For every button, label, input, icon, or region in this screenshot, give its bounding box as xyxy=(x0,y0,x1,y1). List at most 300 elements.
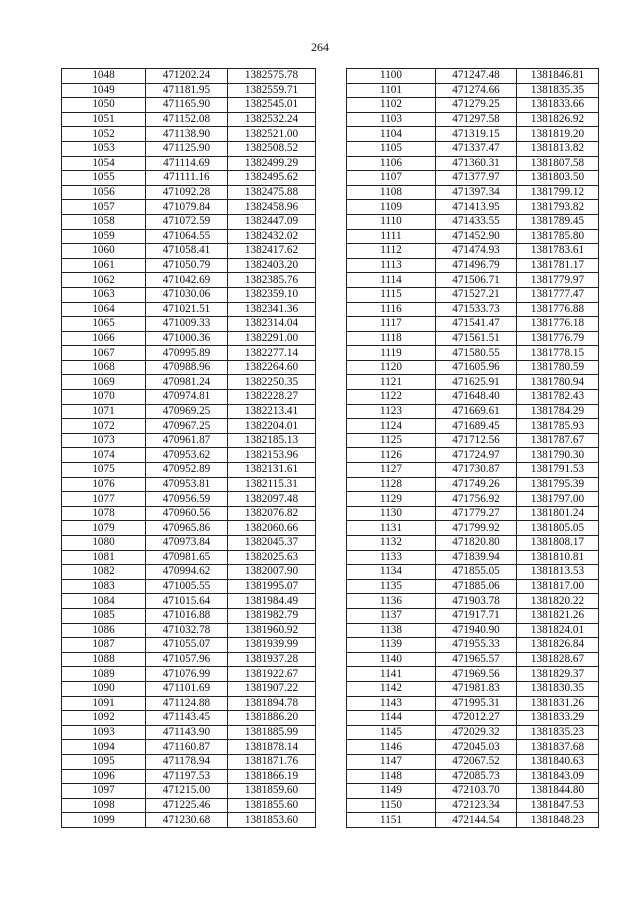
y-coordinate-cell: 1381824.01 xyxy=(517,623,599,638)
point-number-cell: 1114 xyxy=(347,273,436,288)
x-coordinate-cell: 471030.06 xyxy=(146,287,228,302)
point-number-cell: 1112 xyxy=(347,244,436,259)
point-number-cell: 1082 xyxy=(62,565,146,580)
point-number-cell: 1072 xyxy=(62,419,146,434)
point-number-cell: 1143 xyxy=(347,696,436,711)
y-coordinate-cell: 1381835.35 xyxy=(517,83,599,98)
y-coordinate-cell: 1381831.26 xyxy=(517,696,599,711)
table-row xyxy=(347,419,599,434)
y-coordinate-cell: 1381835.23 xyxy=(517,725,599,740)
table-row xyxy=(347,477,599,492)
x-coordinate-cell: 471452.90 xyxy=(436,229,517,244)
table-row xyxy=(62,244,316,259)
point-number-cell: 1129 xyxy=(347,492,436,507)
y-coordinate-cell: 1382403.20 xyxy=(228,258,316,273)
x-coordinate-cell: 470974.81 xyxy=(146,390,228,405)
y-coordinate-cell: 1381821.26 xyxy=(517,608,599,623)
x-coordinate-cell: 471058.41 xyxy=(146,244,228,259)
y-coordinate-cell: 1381805.05 xyxy=(517,521,599,536)
x-coordinate-cell: 471152.08 xyxy=(146,112,228,127)
point-number-cell: 1085 xyxy=(62,608,146,623)
x-coordinate-cell: 470960.56 xyxy=(146,506,228,521)
x-coordinate-cell: 471820.80 xyxy=(436,536,517,551)
y-coordinate-cell: 1382131.61 xyxy=(228,463,316,478)
point-number-cell: 1080 xyxy=(62,536,146,551)
table-row xyxy=(347,550,599,565)
x-coordinate-cell: 470994.62 xyxy=(146,565,228,580)
point-number-cell: 1073 xyxy=(62,433,146,448)
y-coordinate-cell: 1381807.58 xyxy=(517,156,599,171)
x-coordinate-cell: 471756.92 xyxy=(436,492,517,507)
y-coordinate-cell: 1381859.60 xyxy=(228,784,316,799)
point-number-cell: 1060 xyxy=(62,244,146,259)
coordinates-table-left xyxy=(61,68,316,828)
y-coordinate-cell: 1381791.53 xyxy=(517,463,599,478)
x-coordinate-cell: 471940.90 xyxy=(436,623,517,638)
table-row xyxy=(347,565,599,580)
point-number-cell: 1142 xyxy=(347,681,436,696)
y-coordinate-cell: 1382447.09 xyxy=(228,214,316,229)
x-coordinate-cell: 471225.46 xyxy=(146,798,228,813)
y-coordinate-cell: 1382575.78 xyxy=(228,69,316,84)
point-number-cell: 1127 xyxy=(347,463,436,478)
y-coordinate-cell: 1381793.82 xyxy=(517,200,599,215)
table-row xyxy=(62,536,316,551)
table-row xyxy=(347,638,599,653)
point-number-cell: 1145 xyxy=(347,725,436,740)
table-row xyxy=(347,273,599,288)
x-coordinate-cell: 471101.69 xyxy=(146,681,228,696)
y-coordinate-cell: 1381777.47 xyxy=(517,287,599,302)
x-coordinate-cell: 471072.59 xyxy=(146,214,228,229)
x-coordinate-cell: 471648.40 xyxy=(436,390,517,405)
y-coordinate-cell: 1381837.68 xyxy=(517,740,599,755)
x-coordinate-cell: 471965.57 xyxy=(436,652,517,667)
table-row xyxy=(347,156,599,171)
point-number-cell: 1050 xyxy=(62,98,146,113)
x-coordinate-cell: 471749.26 xyxy=(436,477,517,492)
table-row xyxy=(62,331,316,346)
point-number-cell: 1103 xyxy=(347,112,436,127)
table-row xyxy=(347,463,599,478)
x-coordinate-cell: 471397.34 xyxy=(436,185,517,200)
point-number-cell: 1133 xyxy=(347,550,436,565)
table-row xyxy=(347,579,599,594)
y-coordinate-cell: 1381776.79 xyxy=(517,331,599,346)
table-row xyxy=(62,317,316,332)
y-coordinate-cell: 1381776.88 xyxy=(517,302,599,317)
x-coordinate-cell: 471955.33 xyxy=(436,638,517,653)
point-number-cell: 1139 xyxy=(347,638,436,653)
x-coordinate-cell: 471197.53 xyxy=(146,769,228,784)
table-row xyxy=(347,127,599,142)
point-number-cell: 1124 xyxy=(347,419,436,434)
point-number-cell: 1063 xyxy=(62,287,146,302)
x-coordinate-cell: 471561.51 xyxy=(436,331,517,346)
point-number-cell: 1091 xyxy=(62,696,146,711)
y-coordinate-cell: 1382153.96 xyxy=(228,448,316,463)
x-coordinate-cell: 471181.95 xyxy=(146,83,228,98)
y-coordinate-cell: 1382277.14 xyxy=(228,346,316,361)
point-number-cell: 1096 xyxy=(62,769,146,784)
x-coordinate-cell: 471230.68 xyxy=(146,813,228,828)
table-row xyxy=(347,725,599,740)
x-coordinate-cell: 472144.54 xyxy=(436,813,517,828)
x-coordinate-cell: 471202.24 xyxy=(146,69,228,84)
y-coordinate-cell: 1381995.07 xyxy=(228,579,316,594)
table-row xyxy=(62,419,316,434)
point-number-cell: 1056 xyxy=(62,185,146,200)
y-coordinate-cell: 1382475.88 xyxy=(228,185,316,200)
x-coordinate-cell: 471297.58 xyxy=(436,112,517,127)
point-number-cell: 1122 xyxy=(347,390,436,405)
table-row xyxy=(347,112,599,127)
table-row xyxy=(347,229,599,244)
point-number-cell: 1100 xyxy=(347,69,436,84)
table-row xyxy=(62,390,316,405)
table-row xyxy=(62,681,316,696)
point-number-cell: 1079 xyxy=(62,521,146,536)
y-coordinate-cell: 1382532.24 xyxy=(228,112,316,127)
table-row xyxy=(62,740,316,755)
table-row xyxy=(62,652,316,667)
table-row xyxy=(347,623,599,638)
point-number-cell: 1052 xyxy=(62,127,146,142)
point-number-cell: 1108 xyxy=(347,185,436,200)
point-number-cell: 1088 xyxy=(62,652,146,667)
point-number-cell: 1071 xyxy=(62,404,146,419)
y-coordinate-cell: 1381810.81 xyxy=(517,550,599,565)
table-row xyxy=(347,360,599,375)
y-coordinate-cell: 1381886.20 xyxy=(228,711,316,726)
table-row xyxy=(347,83,599,98)
x-coordinate-cell: 471042.69 xyxy=(146,273,228,288)
y-coordinate-cell: 1382060.66 xyxy=(228,521,316,536)
table-row xyxy=(347,287,599,302)
y-coordinate-cell: 1381780.94 xyxy=(517,375,599,390)
x-coordinate-cell: 471143.90 xyxy=(146,725,228,740)
y-coordinate-cell: 1382213.41 xyxy=(228,404,316,419)
point-number-cell: 1144 xyxy=(347,711,436,726)
table-row xyxy=(62,127,316,142)
table-row xyxy=(347,784,599,799)
x-coordinate-cell: 471779.27 xyxy=(436,506,517,521)
table-row xyxy=(347,769,599,784)
x-coordinate-cell: 471005.55 xyxy=(146,579,228,594)
table-row xyxy=(347,448,599,463)
table-row xyxy=(62,200,316,215)
x-coordinate-cell: 471360.31 xyxy=(436,156,517,171)
point-number-cell: 1069 xyxy=(62,375,146,390)
table-row xyxy=(347,711,599,726)
table-row xyxy=(62,696,316,711)
y-coordinate-cell: 1381776.18 xyxy=(517,317,599,332)
x-coordinate-cell: 471533.73 xyxy=(436,302,517,317)
table-row xyxy=(347,433,599,448)
point-number-cell: 1137 xyxy=(347,608,436,623)
y-coordinate-cell: 1382341.36 xyxy=(228,302,316,317)
x-coordinate-cell: 470969.25 xyxy=(146,404,228,419)
point-number-cell: 1059 xyxy=(62,229,146,244)
y-coordinate-cell: 1382458.96 xyxy=(228,200,316,215)
point-number-cell: 1074 xyxy=(62,448,146,463)
x-coordinate-cell: 471050.79 xyxy=(146,258,228,273)
table-row xyxy=(347,652,599,667)
y-coordinate-cell: 1381784.29 xyxy=(517,404,599,419)
y-coordinate-cell: 1381840.63 xyxy=(517,754,599,769)
x-coordinate-cell: 472012.27 xyxy=(436,711,517,726)
x-coordinate-cell: 472123.34 xyxy=(436,798,517,813)
x-coordinate-cell: 471580.55 xyxy=(436,346,517,361)
x-coordinate-cell: 470956.59 xyxy=(146,492,228,507)
table-row xyxy=(347,302,599,317)
point-number-cell: 1054 xyxy=(62,156,146,171)
point-number-cell: 1078 xyxy=(62,506,146,521)
table-row xyxy=(62,141,316,156)
y-coordinate-cell: 1382508.52 xyxy=(228,141,316,156)
point-number-cell: 1067 xyxy=(62,346,146,361)
table-row xyxy=(62,83,316,98)
point-number-cell: 1084 xyxy=(62,594,146,609)
table-row xyxy=(62,813,316,828)
y-coordinate-cell: 1382545.01 xyxy=(228,98,316,113)
table-row xyxy=(62,667,316,682)
table-row xyxy=(62,185,316,200)
point-number-cell: 1147 xyxy=(347,754,436,769)
point-number-cell: 1061 xyxy=(62,258,146,273)
table-row xyxy=(62,69,316,84)
y-coordinate-cell: 1382097.48 xyxy=(228,492,316,507)
y-coordinate-cell: 1381817.00 xyxy=(517,579,599,594)
point-number-cell: 1048 xyxy=(62,69,146,84)
table-row xyxy=(347,141,599,156)
x-coordinate-cell: 470961.87 xyxy=(146,433,228,448)
y-coordinate-cell: 1381871.76 xyxy=(228,754,316,769)
point-number-cell: 1102 xyxy=(347,98,436,113)
table-row xyxy=(347,69,599,84)
point-number-cell: 1118 xyxy=(347,331,436,346)
point-number-cell: 1049 xyxy=(62,83,146,98)
table-row xyxy=(62,360,316,375)
x-coordinate-cell: 472045.03 xyxy=(436,740,517,755)
x-coordinate-cell: 471377.97 xyxy=(436,171,517,186)
y-coordinate-cell: 1382076.82 xyxy=(228,506,316,521)
y-coordinate-cell: 1381819.20 xyxy=(517,127,599,142)
x-coordinate-cell: 471730.87 xyxy=(436,463,517,478)
point-number-cell: 1130 xyxy=(347,506,436,521)
y-coordinate-cell: 1382385.76 xyxy=(228,273,316,288)
point-number-cell: 1070 xyxy=(62,390,146,405)
point-number-cell: 1062 xyxy=(62,273,146,288)
point-number-cell: 1076 xyxy=(62,477,146,492)
table-row xyxy=(62,433,316,448)
point-number-cell: 1141 xyxy=(347,667,436,682)
y-coordinate-cell: 1381844.80 xyxy=(517,784,599,799)
y-coordinate-cell: 1382417.62 xyxy=(228,244,316,259)
point-number-cell: 1121 xyxy=(347,375,436,390)
y-coordinate-cell: 1381984.49 xyxy=(228,594,316,609)
y-coordinate-cell: 1381785.80 xyxy=(517,229,599,244)
y-coordinate-cell: 1382250.35 xyxy=(228,375,316,390)
y-coordinate-cell: 1381813.53 xyxy=(517,565,599,580)
point-number-cell: 1116 xyxy=(347,302,436,317)
x-coordinate-cell: 470981.24 xyxy=(146,375,228,390)
table-row xyxy=(347,200,599,215)
y-coordinate-cell: 1381779.97 xyxy=(517,273,599,288)
y-coordinate-cell: 1381820.22 xyxy=(517,594,599,609)
table-row xyxy=(347,404,599,419)
table-row xyxy=(62,258,316,273)
x-coordinate-cell: 472029.32 xyxy=(436,725,517,740)
y-coordinate-cell: 1381847.53 xyxy=(517,798,599,813)
x-coordinate-cell: 471319.15 xyxy=(436,127,517,142)
table-row xyxy=(62,229,316,244)
point-number-cell: 1151 xyxy=(347,813,436,828)
x-coordinate-cell: 471337.47 xyxy=(436,141,517,156)
y-coordinate-cell: 1381813.82 xyxy=(517,141,599,156)
y-coordinate-cell: 1381781.17 xyxy=(517,258,599,273)
table-row xyxy=(62,98,316,113)
x-coordinate-cell: 471689.45 xyxy=(436,419,517,434)
y-coordinate-cell: 1381846.81 xyxy=(517,69,599,84)
table-row xyxy=(347,754,599,769)
point-number-cell: 1149 xyxy=(347,784,436,799)
point-number-cell: 1086 xyxy=(62,623,146,638)
x-coordinate-cell: 471015.64 xyxy=(146,594,228,609)
point-number-cell: 1090 xyxy=(62,681,146,696)
x-coordinate-cell: 471032.78 xyxy=(146,623,228,638)
table-row xyxy=(62,156,316,171)
x-coordinate-cell: 471969.56 xyxy=(436,667,517,682)
point-number-cell: 1058 xyxy=(62,214,146,229)
table-row xyxy=(347,696,599,711)
x-coordinate-cell: 471605.96 xyxy=(436,360,517,375)
point-number-cell: 1136 xyxy=(347,594,436,609)
x-coordinate-cell: 470981.65 xyxy=(146,550,228,565)
point-number-cell: 1081 xyxy=(62,550,146,565)
x-coordinate-cell: 471021.51 xyxy=(146,302,228,317)
table-row xyxy=(62,550,316,565)
x-coordinate-cell: 471995.31 xyxy=(436,696,517,711)
point-number-cell: 1138 xyxy=(347,623,436,638)
table-row xyxy=(62,477,316,492)
point-number-cell: 1109 xyxy=(347,200,436,215)
table-row xyxy=(347,317,599,332)
point-number-cell: 1083 xyxy=(62,579,146,594)
y-coordinate-cell: 1381808.17 xyxy=(517,536,599,551)
table-row xyxy=(347,244,599,259)
table-row xyxy=(62,463,316,478)
x-coordinate-cell: 471165.90 xyxy=(146,98,228,113)
table-row xyxy=(62,112,316,127)
point-number-cell: 1132 xyxy=(347,536,436,551)
table-row xyxy=(62,448,316,463)
point-number-cell: 1095 xyxy=(62,754,146,769)
point-number-cell: 1123 xyxy=(347,404,436,419)
x-coordinate-cell: 471506.71 xyxy=(436,273,517,288)
point-number-cell: 1075 xyxy=(62,463,146,478)
x-coordinate-cell: 471274.66 xyxy=(436,83,517,98)
y-coordinate-cell: 1382115.31 xyxy=(228,477,316,492)
point-number-cell: 1093 xyxy=(62,725,146,740)
x-coordinate-cell: 471474.93 xyxy=(436,244,517,259)
table-row xyxy=(62,754,316,769)
point-number-cell: 1110 xyxy=(347,214,436,229)
y-coordinate-cell: 1381828.67 xyxy=(517,652,599,667)
y-coordinate-cell: 1381783.61 xyxy=(517,244,599,259)
table-row xyxy=(62,769,316,784)
y-coordinate-cell: 1381878.14 xyxy=(228,740,316,755)
point-number-cell: 1117 xyxy=(347,317,436,332)
x-coordinate-cell: 471625.91 xyxy=(436,375,517,390)
point-number-cell: 1094 xyxy=(62,740,146,755)
x-coordinate-cell: 470953.62 xyxy=(146,448,228,463)
y-coordinate-cell: 1382559.71 xyxy=(228,83,316,98)
y-coordinate-cell: 1381939.99 xyxy=(228,638,316,653)
y-coordinate-cell: 1381778.15 xyxy=(517,346,599,361)
x-coordinate-cell: 471247.48 xyxy=(436,69,517,84)
x-coordinate-cell: 471541.47 xyxy=(436,317,517,332)
table-row xyxy=(62,638,316,653)
point-number-cell: 1135 xyxy=(347,579,436,594)
y-coordinate-cell: 1381853.60 xyxy=(228,813,316,828)
x-coordinate-cell: 471527.21 xyxy=(436,287,517,302)
x-coordinate-cell: 472085.73 xyxy=(436,769,517,784)
y-coordinate-cell: 1381855.60 xyxy=(228,798,316,813)
y-coordinate-cell: 1382291.00 xyxy=(228,331,316,346)
y-coordinate-cell: 1382432.02 xyxy=(228,229,316,244)
y-coordinate-cell: 1381801.24 xyxy=(517,506,599,521)
x-coordinate-cell: 471125.90 xyxy=(146,141,228,156)
y-coordinate-cell: 1381960.92 xyxy=(228,623,316,638)
x-coordinate-cell: 471055.07 xyxy=(146,638,228,653)
y-coordinate-cell: 1381789.45 xyxy=(517,214,599,229)
point-number-cell: 1105 xyxy=(347,141,436,156)
y-coordinate-cell: 1382359.10 xyxy=(228,287,316,302)
y-coordinate-cell: 1382007.90 xyxy=(228,565,316,580)
table-row xyxy=(62,521,316,536)
table-row xyxy=(62,214,316,229)
table-row xyxy=(62,725,316,740)
x-coordinate-cell: 471009.33 xyxy=(146,317,228,332)
x-coordinate-cell: 471064.55 xyxy=(146,229,228,244)
y-coordinate-cell: 1381797.00 xyxy=(517,492,599,507)
y-coordinate-cell: 1382185.13 xyxy=(228,433,316,448)
table-row xyxy=(62,579,316,594)
x-coordinate-cell: 471138.90 xyxy=(146,127,228,142)
table-row xyxy=(62,506,316,521)
y-coordinate-cell: 1381782.43 xyxy=(517,390,599,405)
point-number-cell: 1125 xyxy=(347,433,436,448)
y-coordinate-cell: 1381790.30 xyxy=(517,448,599,463)
table-row xyxy=(347,258,599,273)
y-coordinate-cell: 1381799.12 xyxy=(517,185,599,200)
y-coordinate-cell: 1381885.99 xyxy=(228,725,316,740)
y-coordinate-cell: 1382521.00 xyxy=(228,127,316,142)
x-coordinate-cell: 470995.89 xyxy=(146,346,228,361)
table-row xyxy=(62,594,316,609)
x-coordinate-cell: 471143.45 xyxy=(146,711,228,726)
table-row xyxy=(347,331,599,346)
x-coordinate-cell: 471124.88 xyxy=(146,696,228,711)
x-coordinate-cell: 471496.79 xyxy=(436,258,517,273)
table-row xyxy=(347,740,599,755)
y-coordinate-cell: 1381826.84 xyxy=(517,638,599,653)
point-number-cell: 1126 xyxy=(347,448,436,463)
x-coordinate-cell: 471000.36 xyxy=(146,331,228,346)
y-coordinate-cell: 1382204.01 xyxy=(228,419,316,434)
y-coordinate-cell: 1381922.67 xyxy=(228,667,316,682)
